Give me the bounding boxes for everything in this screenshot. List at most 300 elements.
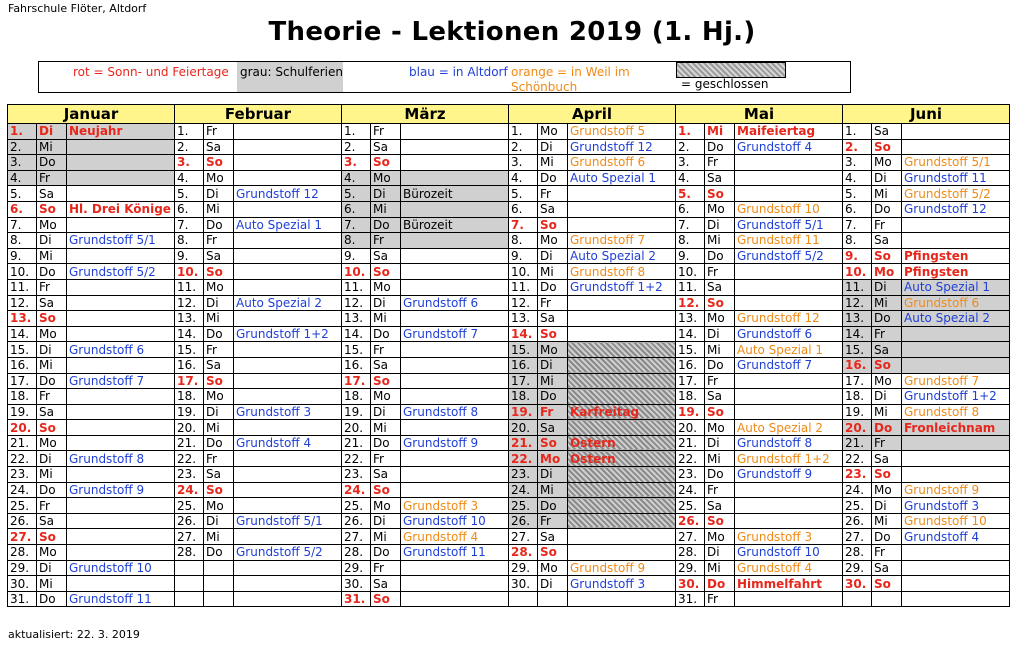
weekday: So (371, 373, 401, 389)
weekday: So (872, 139, 902, 155)
lesson (735, 482, 843, 498)
day-number: 29. (843, 560, 872, 576)
day-number: 26. (509, 513, 538, 529)
weekday: So (371, 482, 401, 498)
weekday: Mi (872, 186, 902, 202)
lesson: Auto Spezial 2 (735, 420, 843, 436)
day-number: 10. (676, 264, 705, 280)
day-number: 28. (8, 545, 37, 561)
lesson (401, 467, 509, 483)
lesson: Grundstoff 9 (401, 435, 509, 451)
lesson: Grundstoff 11 (401, 545, 509, 561)
weekday: Di (37, 342, 67, 358)
weekday: Mo (872, 155, 902, 171)
weekday: Do (371, 217, 401, 233)
lesson (902, 435, 1010, 451)
calendar-row (8, 139, 1010, 155)
weekday: Sa (204, 248, 234, 264)
day-number: 12. (843, 295, 872, 311)
calendar-row (8, 186, 1010, 202)
day-number: 11. (676, 279, 705, 295)
month-header-4: Mai (676, 105, 843, 124)
lesson (67, 389, 175, 405)
day-number: 11. (8, 279, 37, 295)
lesson: Grundstoff 6 (401, 295, 509, 311)
legend-closed-label: = geschlossen (681, 77, 769, 91)
day-number: 13. (8, 311, 37, 327)
weekday: Do (705, 248, 735, 264)
weekday: So (37, 201, 67, 217)
lesson (568, 389, 676, 405)
weekday: Mo (872, 482, 902, 498)
lesson (234, 389, 342, 405)
weekday: Mo (371, 498, 401, 514)
weekday: Fr (371, 560, 401, 576)
calendar-row (8, 373, 1010, 389)
weekday: Mo (204, 279, 234, 295)
calendar-row (8, 467, 1010, 483)
lesson: Grundstoff 10 (902, 513, 1010, 529)
lesson (67, 248, 175, 264)
day-number: 23. (509, 467, 538, 483)
day-number: 27. (676, 529, 705, 545)
page-title: Theorie - Lektionen 2019 (1. Hj.) (268, 17, 756, 47)
lesson: Grundstoff 10 (67, 560, 175, 576)
day-number: 31. (342, 591, 371, 607)
weekday: Do (37, 591, 67, 607)
weekday: Do (37, 155, 67, 171)
day-number: 17. (843, 373, 872, 389)
weekday: Mi (872, 404, 902, 420)
lesson (902, 576, 1010, 592)
lesson (401, 201, 509, 217)
weekday: Sa (37, 186, 67, 202)
weekday: So (872, 467, 902, 483)
day-number: 16. (676, 357, 705, 373)
lesson (234, 264, 342, 280)
weekday: Sa (872, 342, 902, 358)
day-number: 9. (8, 248, 37, 264)
lesson (234, 124, 342, 140)
weekday: Do (872, 529, 902, 545)
lesson: Pfingsten (902, 264, 1010, 280)
day-number (843, 591, 872, 607)
lesson (67, 545, 175, 561)
day-number: 24. (8, 482, 37, 498)
lesson: Auto Spezial 1 (568, 170, 676, 186)
day-number: 24. (509, 482, 538, 498)
lesson: Grundstoff 4 (735, 139, 843, 155)
weekday: Mo (371, 279, 401, 295)
day-number: 14. (509, 326, 538, 342)
day-number: 23. (342, 467, 371, 483)
weekday: Do (538, 170, 568, 186)
legend-grey: grau: Schulferien (237, 62, 343, 92)
weekday: Do (872, 420, 902, 436)
day-number: 19. (175, 404, 204, 420)
lesson (902, 545, 1010, 561)
lesson (234, 311, 342, 327)
lesson: Auto Spezial 1 (902, 279, 1010, 295)
day-number: 25. (8, 498, 37, 514)
day-number: 7. (843, 217, 872, 233)
weekday: Fr (37, 498, 67, 514)
day-number: 9. (509, 248, 538, 264)
calendar-row (8, 326, 1010, 342)
lesson (735, 373, 843, 389)
lesson: Grundstoff 11 (902, 170, 1010, 186)
day-number: 27. (843, 529, 872, 545)
lesson (234, 451, 342, 467)
weekday: Sa (371, 248, 401, 264)
lesson (735, 264, 843, 280)
weekday: Fr (204, 233, 234, 249)
weekday: Sa (538, 529, 568, 545)
lesson (902, 357, 1010, 373)
day-number: 15. (843, 342, 872, 358)
day-number: 4. (8, 170, 37, 186)
weekday: Fr (371, 233, 401, 249)
lesson (67, 155, 175, 171)
lesson (735, 155, 843, 171)
weekday: Mi (204, 529, 234, 545)
lesson (67, 404, 175, 420)
lesson: Grundstoff 4 (735, 560, 843, 576)
weekday: So (872, 357, 902, 373)
lesson (735, 389, 843, 405)
weekday: Do (204, 435, 234, 451)
weekday: Mi (705, 233, 735, 249)
weekday: Do (204, 326, 234, 342)
day-number: 25. (676, 498, 705, 514)
calendar-row (8, 155, 1010, 171)
weekday: Mi (37, 248, 67, 264)
lesson: Grundstoff 5/2 (735, 248, 843, 264)
day-number: 14. (342, 326, 371, 342)
month-header-2: März (342, 105, 509, 124)
lesson (401, 264, 509, 280)
day-number: 3. (175, 155, 204, 171)
weekday: Mo (538, 560, 568, 576)
day-number: 21. (342, 435, 371, 451)
weekday: So (538, 435, 568, 451)
weekday: Mi (872, 513, 902, 529)
weekday: Fr (872, 435, 902, 451)
calendar-row (8, 248, 1010, 264)
weekday: Mi (37, 139, 67, 155)
lesson (234, 591, 342, 607)
lesson (401, 357, 509, 373)
weekday: Do (371, 326, 401, 342)
day-number: 5. (676, 186, 705, 202)
day-number: 13. (676, 311, 705, 327)
lesson: Grundstoff 3 (568, 576, 676, 592)
lesson (568, 529, 676, 545)
lesson: Grundstoff 11 (67, 591, 175, 607)
weekday: So (705, 513, 735, 529)
weekday: So (705, 295, 735, 311)
lesson: Auto Spezial 1 (735, 342, 843, 358)
day-number: 30. (8, 576, 37, 592)
weekday: So (872, 576, 902, 592)
weekday: Di (872, 498, 902, 514)
day-number: 3. (8, 155, 37, 171)
weekday: Mo (705, 529, 735, 545)
weekday: Di (538, 139, 568, 155)
calendar-row (8, 545, 1010, 561)
day-number: 13. (342, 311, 371, 327)
calendar-row (8, 279, 1010, 295)
calendar-body (8, 124, 1010, 607)
weekday: Mo (204, 389, 234, 405)
lesson (735, 498, 843, 514)
day-number: 15. (8, 342, 37, 358)
day-number: 21. (175, 435, 204, 451)
lesson: Grundstoff 9 (902, 482, 1010, 498)
weekday: Sa (872, 233, 902, 249)
day-number: 20. (175, 420, 204, 436)
weekday: Sa (204, 467, 234, 483)
calendar-row (8, 342, 1010, 358)
day-number: 11. (175, 279, 204, 295)
weekday: Sa (204, 357, 234, 373)
day-number: 3. (843, 155, 872, 171)
weekday: So (705, 404, 735, 420)
weekday: Fr (705, 373, 735, 389)
lesson: Grundstoff 6 (902, 295, 1010, 311)
lesson (234, 373, 342, 389)
lesson: Grundstoff 9 (568, 560, 676, 576)
day-number: 19. (509, 404, 538, 420)
weekday: Fr (204, 124, 234, 140)
weekday: So (204, 373, 234, 389)
calendar-row (8, 170, 1010, 186)
day-number: 26. (175, 513, 204, 529)
weekday: Di (204, 404, 234, 420)
weekday: So (204, 482, 234, 498)
legend-orange: orange = in Weil im Schönbuch (511, 65, 630, 94)
lesson: Grundstoff 12 (568, 139, 676, 155)
calendar-row (8, 295, 1010, 311)
weekday: Do (538, 498, 568, 514)
day-number: 9. (843, 248, 872, 264)
day-number: 30. (509, 576, 538, 592)
lesson: Grundstoff 1+2 (234, 326, 342, 342)
calendar-row (8, 311, 1010, 327)
day-number: 8. (342, 233, 371, 249)
weekday: Mo (872, 264, 902, 280)
lesson (401, 342, 509, 358)
day-number: 21. (676, 435, 705, 451)
lesson: Auto Spezial 2 (902, 311, 1010, 327)
weekday: Di (37, 124, 67, 140)
weekday: Mi (37, 357, 67, 373)
updated-date: aktualisiert: 22. 3. 2019 (8, 628, 140, 641)
day-number: 20. (676, 420, 705, 436)
weekday: Mo (705, 420, 735, 436)
lesson (234, 576, 342, 592)
lesson (902, 591, 1010, 607)
lesson (67, 357, 175, 373)
lesson: Grundstoff 5/1 (67, 233, 175, 249)
lesson (902, 217, 1010, 233)
weekday: Mi (371, 420, 401, 436)
day-number: 16. (843, 357, 872, 373)
weekday: Fr (371, 342, 401, 358)
lesson (735, 404, 843, 420)
lesson (735, 170, 843, 186)
day-number: 5. (175, 186, 204, 202)
lesson (902, 467, 1010, 483)
weekday: Mi (705, 342, 735, 358)
day-number: 2. (8, 139, 37, 155)
month-header-5: Juni (843, 105, 1010, 124)
weekday: So (37, 420, 67, 436)
lesson: Auto Spezial 1 (234, 217, 342, 233)
month-header-0: Januar (8, 105, 175, 124)
weekday: Fr (204, 451, 234, 467)
day-number: 30. (342, 576, 371, 592)
lesson (234, 279, 342, 295)
day-number: 26. (8, 513, 37, 529)
day-number: 15. (676, 342, 705, 358)
weekday: Do (371, 435, 401, 451)
calendar-row (8, 233, 1010, 249)
weekday: Fr (37, 279, 67, 295)
weekday: Sa (872, 124, 902, 140)
day-number: 21. (843, 435, 872, 451)
lesson (234, 139, 342, 155)
day-number: 28. (175, 545, 204, 561)
weekday: Mi (371, 529, 401, 545)
calendar-row (8, 560, 1010, 576)
day-number: 9. (342, 248, 371, 264)
lesson: Grundstoff 5/2 (67, 264, 175, 280)
lesson: Grundstoff 1+2 (902, 389, 1010, 405)
weekday: Mi (37, 467, 67, 483)
calendar-row (8, 124, 1010, 140)
weekday: Do (705, 467, 735, 483)
weekday: Fr (371, 124, 401, 140)
lesson: Karfreitag (568, 404, 676, 420)
weekday: Do (37, 264, 67, 280)
weekday: Mo (538, 233, 568, 249)
weekday: Fr (37, 170, 67, 186)
weekday: Mo (37, 435, 67, 451)
day-number: 24. (843, 482, 872, 498)
lesson (401, 279, 509, 295)
weekday: Sa (705, 279, 735, 295)
day-number: 27. (509, 529, 538, 545)
lesson: Grundstoff 3 (735, 529, 843, 545)
day-number: 21. (8, 435, 37, 451)
day-number: 4. (676, 170, 705, 186)
lesson (568, 326, 676, 342)
day-number: 5. (342, 186, 371, 202)
lesson (67, 467, 175, 483)
calendar-table (7, 104, 1010, 607)
day-number: 1. (843, 124, 872, 140)
lesson: Grundstoff 6 (568, 155, 676, 171)
day-number: 9. (175, 248, 204, 264)
lesson: Grundstoff 7 (67, 373, 175, 389)
day-number: 28. (843, 545, 872, 561)
lesson: Grundstoff 6 (67, 342, 175, 358)
day-number: 18. (342, 389, 371, 405)
weekday: So (371, 591, 401, 607)
day-number: 1. (8, 124, 37, 140)
weekday: Do (538, 389, 568, 405)
lesson (568, 545, 676, 561)
lesson (568, 467, 676, 483)
day-number: 12. (342, 295, 371, 311)
day-number: 25. (843, 498, 872, 514)
day-number: 31. (8, 591, 37, 607)
lesson (568, 498, 676, 514)
lesson: Grundstoff 11 (735, 233, 843, 249)
calendar-row (8, 529, 1010, 545)
day-number: 28. (342, 545, 371, 561)
lesson (401, 560, 509, 576)
weekday: Do (705, 576, 735, 592)
weekday (204, 576, 234, 592)
lesson: Fronleichnam (902, 420, 1010, 436)
day-number: 3. (676, 155, 705, 171)
weekday: Do (204, 545, 234, 561)
day-number: 12. (676, 295, 705, 311)
weekday: Di (37, 560, 67, 576)
day-number: 2. (509, 139, 538, 155)
weekday (204, 591, 234, 607)
weekday: Di (204, 513, 234, 529)
day-number: 29. (509, 560, 538, 576)
weekday: Sa (872, 451, 902, 467)
day-number: 31. (676, 591, 705, 607)
lesson: Himmelfahrt (735, 576, 843, 592)
day-number (175, 591, 204, 607)
weekday: Di (705, 545, 735, 561)
calendar-row (8, 498, 1010, 514)
weekday (204, 560, 234, 576)
calendar-row (8, 482, 1010, 498)
day-number: 2. (342, 139, 371, 155)
lesson: Grundstoff 1+2 (735, 451, 843, 467)
lesson: Grundstoff 8 (902, 404, 1010, 420)
day-number: 17. (509, 373, 538, 389)
weekday: Do (37, 373, 67, 389)
day-number: 14. (843, 326, 872, 342)
weekday: Di (204, 186, 234, 202)
lesson (735, 279, 843, 295)
day-number: 28. (509, 545, 538, 561)
weekday: So (204, 155, 234, 171)
weekday: Sa (872, 560, 902, 576)
weekday: Sa (538, 201, 568, 217)
weekday: Mo (37, 217, 67, 233)
weekday: Sa (371, 357, 401, 373)
weekday: Sa (37, 295, 67, 311)
day-number: 6. (175, 201, 204, 217)
weekday: Mi (538, 373, 568, 389)
lesson (568, 591, 676, 607)
weekday: Di (37, 233, 67, 249)
lesson: Grundstoff 5/2 (902, 186, 1010, 202)
weekday (538, 591, 568, 607)
lesson: Grundstoff 5/2 (234, 545, 342, 561)
day-number: 23. (8, 467, 37, 483)
day-number (509, 591, 538, 607)
weekday: Sa (705, 389, 735, 405)
